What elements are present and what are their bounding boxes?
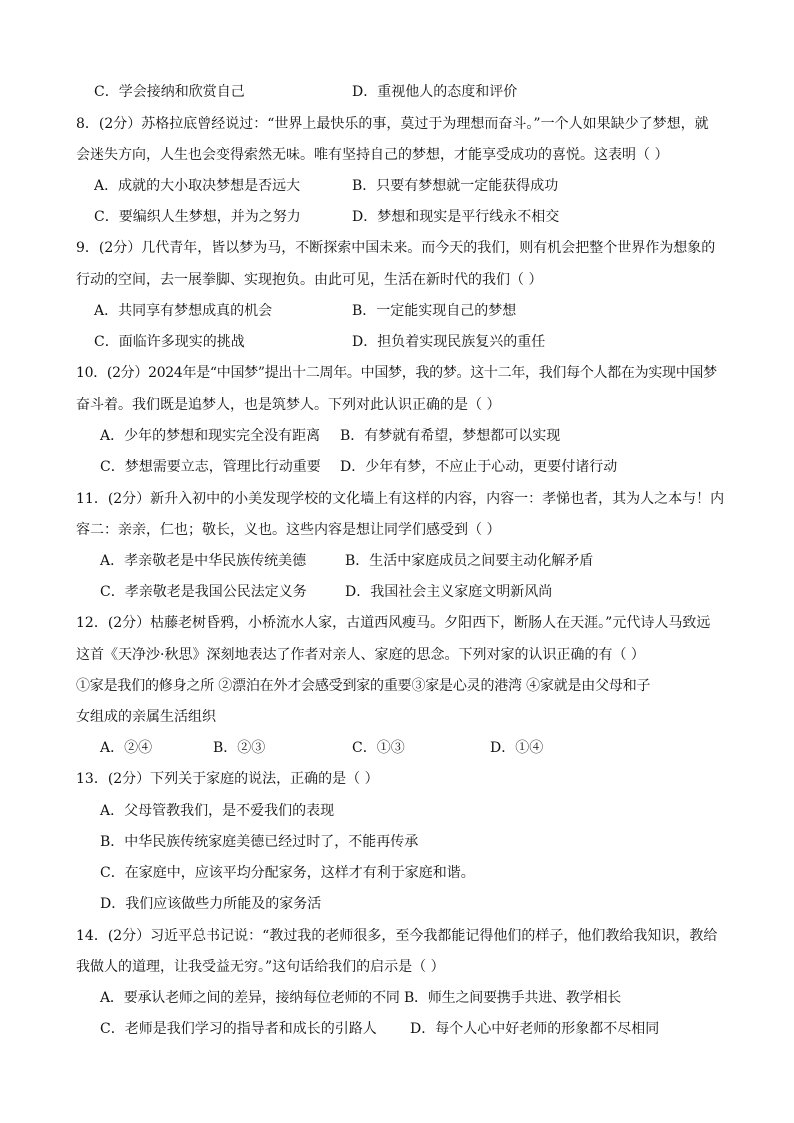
q14-option-c: C．老师是我们学习的指导者和成长的引路人 — [100, 1021, 377, 1037]
q8-stem-line2: 会迷失方向，人生也会变得索然无味。唯有坚持自己的梦想，才能享受成功的喜悦。这表明（ ） — [76, 147, 669, 163]
q7-option-d: D．重视他人的态度和评价 — [352, 84, 518, 100]
q12-stem-line1: 12．(2分）枯藤老树昏鸦，小桥流水人家，古道西风瘦马。夕阳西下，断肠人在天涯。”元代诗人马致远 — [76, 615, 711, 631]
q7-option-c: C．学会接纳和欣赏自己 — [94, 84, 245, 100]
q9-options-cd — [94, 332, 694, 352]
q11-options-ab — [100, 551, 720, 571]
q11-option-c: C．孝亲敬老是我国公民法定义务 — [100, 584, 307, 600]
q13-option-a: A．父母管教我们，是不爱我们的表现 — [100, 803, 335, 819]
q12-option-b: B．②③ — [213, 740, 266, 756]
q10-option-c: C．梦想需要立志，管理比行动重要 — [100, 459, 321, 475]
q11-option-d: D．我国社会主义家庭文明新风尚 — [345, 584, 553, 600]
q8-option-b: B．只要有梦想就一定能获得成功 — [352, 178, 559, 194]
q14-stem-line2: 我做人的道理，让我受益无穷。”这句话给我们的启示是（ ） — [76, 959, 445, 975]
q8-stem-line1: 8．(2分）苏格拉底曾经说过：“世界上最快乐的事，莫过于为理想而奋斗。”一个人如果缺少了梦想，就 — [76, 116, 709, 132]
q11-option-b: B．生活中家庭成员之间要主动化解矛盾 — [345, 553, 594, 569]
q12-options — [100, 738, 660, 758]
q12-option-d: D．①④ — [490, 740, 544, 756]
q12-option-c: C．①③ — [352, 740, 405, 756]
q9-stem-line2: 行动的空间，去一展拳脚、实现抱负。由此可见，生活在新时代的我们（ ） — [76, 272, 543, 288]
q11-stem-line1: 11．(2分）新升入初中的小美发现学校的文化墙上有这样的内容，内容一：孝悌也者，其为人之本与！内 — [76, 491, 725, 507]
q13-option-b: B．中华民族传统家庭美德已经过时了，不能再传承 — [100, 834, 419, 850]
q7-options-cd — [94, 82, 694, 102]
q10-options-cd — [100, 457, 720, 477]
q13-option-d: D．我们应该做些力所能及的家务活 — [100, 896, 322, 912]
q8-option-d: D．梦想和现实是平行线永不相交 — [352, 209, 560, 225]
q14-option-d: D．每个人心中好老师的形象都不尽相同 — [410, 1021, 660, 1037]
q9-options-ab — [94, 301, 694, 321]
q9-option-d: D．担负着实现民族复兴的重任 — [352, 334, 546, 350]
q10-stem-line1: 10．(2分）2024年是“中国梦”提出十二周年。中国梦，我的梦。这十二年，我们每个人都在为实现中国梦 — [76, 365, 717, 381]
q14-stem-line1: 14．(2分）习近平总书记说：“教过我的老师很多，至今我都能记得他们的样子，他们教给我知识，教给 — [76, 928, 718, 944]
q8-option-a: A．成就的大小取决梦想是否远大 — [94, 178, 301, 194]
q8-option-c: C．要编织人生梦想，并为之努力 — [94, 209, 301, 225]
q9-option-a: A．共同享有梦想成真的机会 — [94, 303, 273, 319]
q12-statements-line1: ①家是我们的修身之所 ②漂泊在外才会感受到家的重要③家是心灵的港湾 ④家就是由父母和子 — [76, 678, 651, 694]
q11-stem-line2: 容二：亲亲，仁也；敬长，义也。这些内容是想让同学们感受到（ ） — [76, 522, 501, 538]
q13-stem-line1: 13．(2分）下列关于家庭的说法，正确的是（ ） — [76, 771, 379, 787]
q11-option-a: A．孝亲敬老是中华民族传统美德 — [100, 553, 307, 569]
q14-options-ab: A．要承认老师之间的差异，接纳每位老师的不同 B．师生之间要携手共进、教学相长 — [100, 990, 622, 1006]
q13-option-c: C．在家庭中，应该平均分配家务，这样才有利于家庭和谐。 — [100, 865, 475, 881]
q10-stem-line2: 奋斗着。我们既是追梦人，也是筑梦人。下列对此认识正确的是（ ） — [76, 397, 501, 413]
q12-stem-line2: 这首《天净沙·秋思》深刻地表达了作者对亲人、家庭的思念。下列对家的认识正确的有（ ） — [76, 647, 645, 663]
q11-options-cd — [100, 582, 720, 602]
q8-options-ab — [94, 176, 694, 196]
q9-option-b: B．一定能实现自己的梦想 — [352, 303, 517, 319]
q10-option-a: A．少年的梦想和现实完全没有距离 — [100, 428, 321, 444]
q8-options-cd — [94, 207, 694, 227]
q10-option-b: B．有梦就有希望，梦想都可以实现 — [340, 428, 561, 444]
q10-option-d: D．少年有梦，不应止于心动，更要付诸行动 — [340, 459, 618, 475]
q12-option-a: A．②④ — [100, 740, 153, 756]
q14-options-cd — [100, 1019, 720, 1039]
q9-option-c: C．面临许多现实的挑战 — [94, 334, 245, 350]
q10-options-ab — [100, 426, 700, 446]
q12-statements-line2: 女组成的亲属生活组织 — [76, 709, 216, 725]
q9-stem-line1: 9．(2分）几代青年，皆以梦为马，不断探索中国未来。而今天的我们，则有机会把整个世界作为想象的 — [76, 240, 716, 256]
